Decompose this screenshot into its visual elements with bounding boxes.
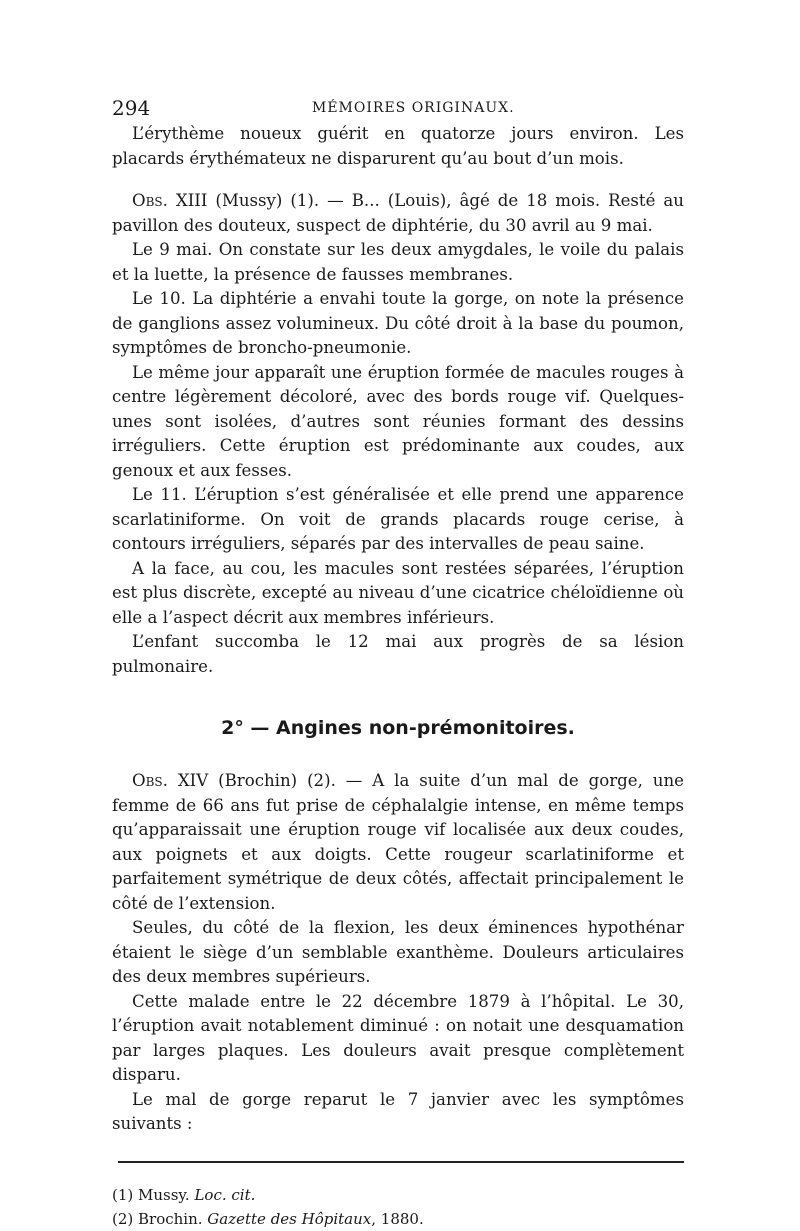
footnote-source: Loc. cit. bbox=[194, 1185, 256, 1204]
footnote-rest: , 1880. bbox=[371, 1209, 424, 1228]
body-paragraph: L’enfant succomba le 12 mai aux progrès de sa lésion pulmonaire. bbox=[112, 632, 684, 676]
observation-14-intro bbox=[112, 769, 684, 916]
running-title: MÉMOIRES ORIGINAUX. bbox=[312, 100, 515, 116]
obs-label: Obs. bbox=[132, 191, 168, 210]
observation-13-intro bbox=[112, 189, 684, 238]
body-paragraph: A la face, au cou, les macules sont restées séparées, l’éruption est plus discrète, excepté au niveau d’une cicatrice chéloïdienne où elle a l’aspect décrit aux membres inférieurs. bbox=[112, 558, 684, 627]
footnote bbox=[112, 1183, 684, 1207]
obs-label: Obs. bbox=[132, 771, 168, 790]
body-paragraph: Le 9 mai. On constate sur les deux amygdales, le voile du palais et la luette, la présence de fausses membranes. bbox=[112, 240, 684, 284]
obs-intro-text: XIII (Mussy) (1). — B... (Louis), âgé de 18 mois. Resté au pavillon des douteux, suspect de diphtérie, du 30 avril au 9 mai. bbox=[112, 191, 684, 235]
body-paragraph: Le 11. L’éruption s’est généralisée et elle prend une apparence scarlatiniforme. On voit de grands placards rouge cerise, à contours irréguliers, séparés par des intervalles de peau saine. bbox=[112, 485, 684, 553]
footnote-divider bbox=[118, 1161, 684, 1163]
footnote-source: Gazette des Hôpitaux bbox=[207, 1209, 372, 1228]
body-paragraph: Le 10. La diphtérie a envahi toute la gorge, on note la présence de ganglions assez volumineux. Du côté droit à la base du poumon, symptômes de broncho-pneumonie. bbox=[112, 289, 684, 357]
footnote bbox=[112, 1207, 684, 1231]
footnote-marker: (2) Brochin. bbox=[112, 1209, 208, 1228]
section-heading: 2° — Angines non-prémonitoires. bbox=[221, 717, 575, 739]
footnote-marker: (1) Mussy. bbox=[112, 1185, 195, 1204]
document-page bbox=[112, 96, 684, 1231]
body-paragraph: Le même jour apparaît une éruption formée de macules rouges à centre légèrement décoloré, avec des bords rouge vif. Quelques-unes sont isolées, d’autres sont réunies formant des dessins irréguliers. Cette éruption est prédominante aux coudes, aux genoux et aux fesses. bbox=[112, 362, 684, 480]
body-paragraph: Cette malade entre le 22 décembre 1879 à l’hôpital. Le 30, l’éruption avait notablement diminué : on notait une desquamation par larges plaques. Les douleurs avait presque complètement disparu. bbox=[112, 991, 684, 1084]
body-paragraph: Seules, du côté de la flexion, les deux éminences hypothénar étaient le siège d’un semblable exanthème. Douleurs articulaires des deux membres supérieurs. bbox=[112, 918, 684, 986]
page-number: 294 bbox=[112, 96, 151, 120]
body-paragraph: L’érythème noueux guérit en quatorze jours environ. Les placards érythémateux ne disparurent qu’au bout d’un mois. bbox=[112, 124, 684, 168]
body-paragraph: Le mal de gorge reparut le 7 janvier avec les symptômes suivants : bbox=[112, 1089, 684, 1133]
obs-intro-text: XIV (Brochin) (2). — A la suite d’un mal de gorge, une femme de 66 ans fut prise de céphalalgie intense, en même temps qu’apparaissait une éruption rouge vif localisée aux deux coudes, aux poignets et aux doigts. Cette rougeur scarlatiniforme et parfaitement symétrique de deux côtés, affectait principalement le côté de l’extension. bbox=[112, 771, 684, 913]
page-header bbox=[112, 96, 684, 122]
